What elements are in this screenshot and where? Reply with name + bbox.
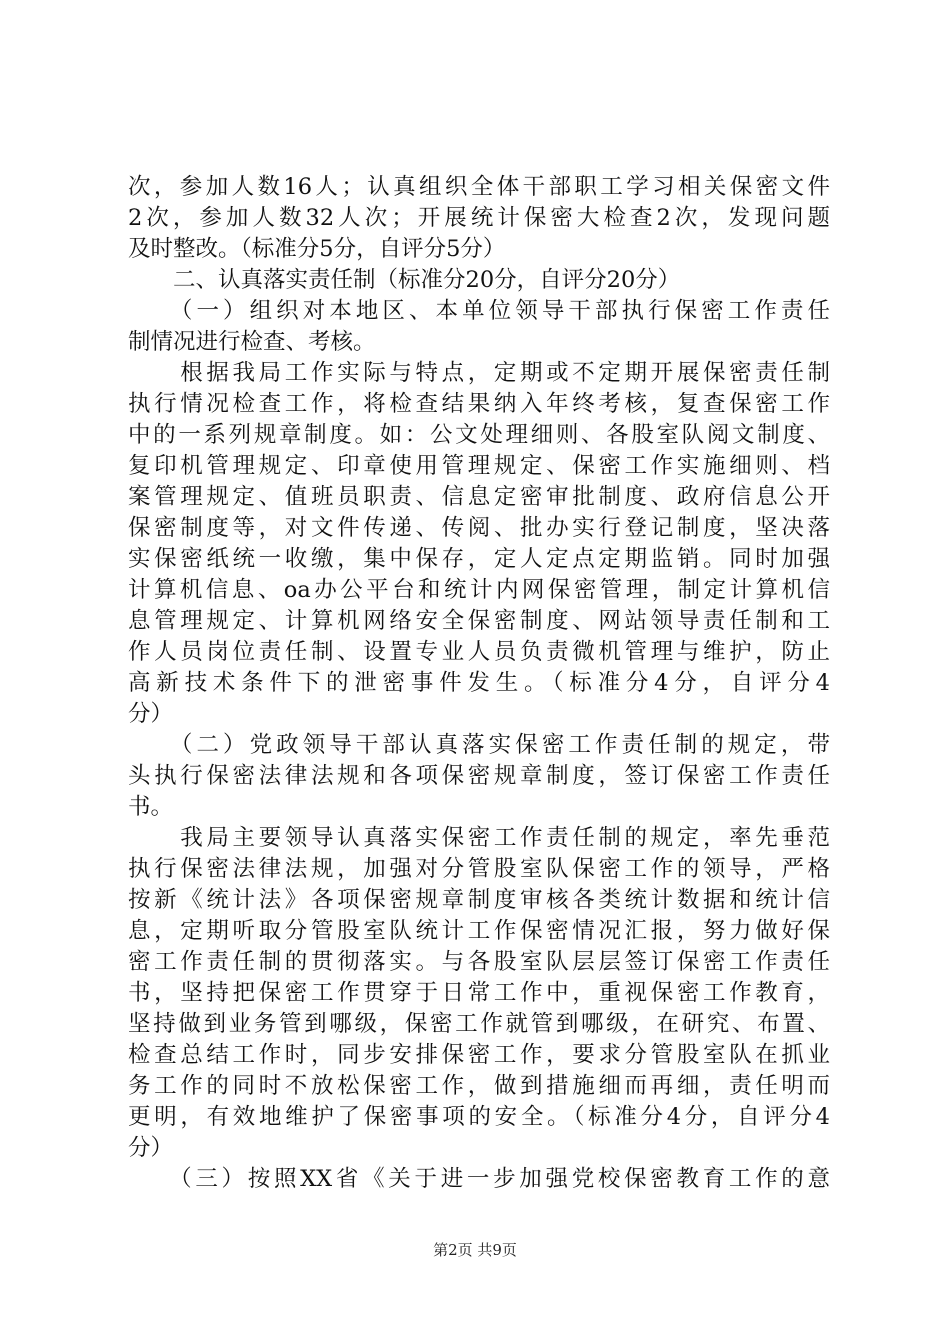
text-line: 息，定期听取分管股室队统计工作保密情况汇报，努力做好保 xyxy=(128,918,830,944)
text-line: 书，坚持把保密工作贯穿于日常工作中，重视保密工作教育， xyxy=(128,980,830,1006)
text-line: 根据我局工作实际与特点，定期或不定期开展保密责任制 xyxy=(128,360,830,386)
text-line: 作人员岗位责任制、设置专业人员负责微机管理与维护，防止 xyxy=(128,639,830,665)
text-line: 次，参加人数16人；认真组织全体干部职工学习相关保密文件 xyxy=(128,174,830,200)
text-line: （二）党政领导干部认真落实保密工作责任制的规定，带 xyxy=(128,732,830,758)
text-line: 实保密纸统一收缴，集中保存，定人定点定期监销。同时加强 xyxy=(128,546,830,572)
page-footer: 第2页 共9页 xyxy=(433,1241,517,1259)
text-line: 执行保密法律法规，加强对分管股室队保密工作的领导，严格 xyxy=(128,856,830,882)
text-line: 分） xyxy=(128,1135,174,1161)
text-line: 二、认真落实责任制（标准分20分，自评分20分） xyxy=(128,267,681,293)
text-line: 我局主要领导认真落实保密工作责任制的规定，率先垂范 xyxy=(128,825,830,851)
text-line: 分） xyxy=(128,701,174,727)
text-line: 执行情况检查工作，将检查结果纳入年终考核，复查保密工作 xyxy=(128,391,830,417)
text-line: （一）组织对本地区、本单位领导干部执行保密工作责任 xyxy=(128,298,830,324)
text-line: 中的一系列规章制度。如：公文处理细则、各股室队阅文制度、 xyxy=(128,422,830,448)
text-line: 检查总结工作时，同步安排保密工作，要求分管股室队在抓业 xyxy=(128,1042,830,1068)
text-line: 案管理规定、值班员职责、信息定密审批制度、政府信息公开 xyxy=(128,484,830,510)
text-line: 复印机管理规定、印章使用管理规定、保密工作实施细则、档 xyxy=(128,453,830,479)
text-line: 更明，有效地维护了保密事项的安全。（标准分4分，自评分4 xyxy=(128,1104,830,1130)
text-line: 头执行保密法律法规和各项保密规章制度，签订保密工作责任 xyxy=(128,763,830,789)
text-line: 计算机信息、oa办公平台和统计内网保密管理，制定计算机信 xyxy=(128,577,830,603)
text-line: 保密制度等，对文件传递、传阅、批办实行登记制度，坚决落 xyxy=(128,515,830,541)
text-line: 高新技术条件下的泄密事件发生。（标准分4分，自评分4 xyxy=(128,670,830,696)
document-body xyxy=(128,172,830,1195)
text-line: 按新《统计法》各项保密规章制度审核各类统计数据和统计信 xyxy=(128,887,830,913)
text-line: 制情况进行检查、考核。 xyxy=(128,329,376,355)
text-line: （三）按照XX省《关于进一步加强党校保密教育工作的意 xyxy=(128,1166,830,1192)
text-line: 2次，参加人数32人次；开展统计保密大检查2次，发现问题 xyxy=(128,205,830,231)
text-line: 务工作的同时不放松保密工作，做到措施细而再细，责任明而 xyxy=(128,1073,830,1099)
text-line: 及时整改。（标准分5分，自评分5分） xyxy=(128,236,506,262)
text-line: 书。 xyxy=(128,794,174,820)
text-line: 密工作责任制的贯彻落实。与各股室队层层签订保密工作责任 xyxy=(128,949,830,975)
text-line: 坚持做到业务管到哪级，保密工作就管到哪级，在研究、布置、 xyxy=(128,1011,830,1037)
text-line: 息管理规定、计算机网络安全保密制度、网站领导责任制和工 xyxy=(128,608,830,634)
